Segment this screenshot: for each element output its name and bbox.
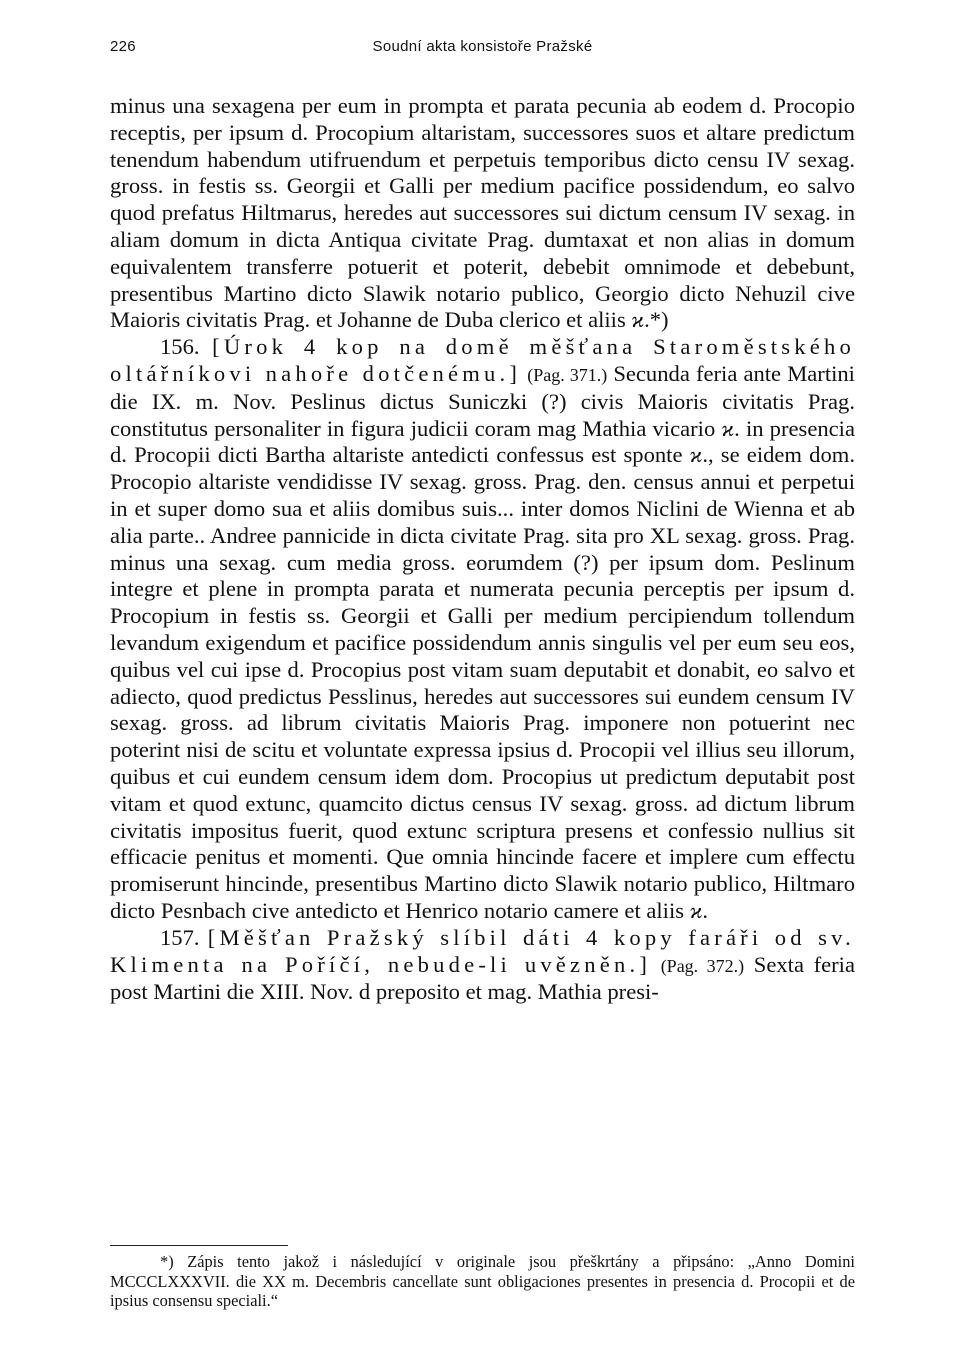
entry-heading: [Měšťan Pražský slíbil dáti 4 kopy faráři od sv. Klimenta na Poříčí, nebude-li uvězněn.] bbox=[110, 924, 855, 977]
page-number: 226 bbox=[110, 38, 136, 55]
etc-symbol: ϰ bbox=[721, 415, 735, 441]
entry-156 bbox=[110, 334, 855, 925]
entry-text: Secunda feria ante Martini die IX. m. Nov. Peslinus dictus Suniczki (?) civis Maioris civitatis Prag. constitutus personaliter in figura judicii coram mag Mathia vicario bbox=[110, 360, 855, 441]
etc-symbol: ϰ bbox=[689, 897, 703, 923]
entry-heading: [Úrok 4 kop na domě měšťana Staroměstského oltářníkovi nahoře dotčenému.] bbox=[110, 334, 855, 386]
footnote bbox=[110, 1252, 855, 1311]
entry-text: ., se eidem dom. Procopio altariste vendidisse IV sexag. gross. Prag. den. census annui et perpetui in et super domo sua et aliis domibus suis... inter domos Niclini de Wienna et ab alia parte.. Andree pannicide in dicta civitate Prag. sita pro XL sexag. gross. Prag. minus una sexag. cum media gross. eorumdem (?) per ipsum dom. Peslinum integre et plene in prompta parata et numerata pecunia perceptis per ipsum d. Procopium in festis ss. Georgii et Galli per medium percipiendum tollendum levandum exigendum et pacifice possidendum annis singulis vel per eum seu eos, quibus vel cui ipse d. Procopius post vitam suam deputabit et donabit, eo salvo et adiecto, quod predictus Pesslinus, heredes aut successores sui eundem censum IV sexag. gross. ad librum civitatis Maioris Prag. imponere non potuerint nec poterint nisi de scitu et voluntate expressa ipsius d. Procopii vel illius seu illorum, quibus et cui eundem censum idem dom. Procopius ut predictum deputabit post vitam et quod extunc, quamcito dictus census IV sexag. gross. ad dictum librum civitatis impositus fuerit, quod extunc scriptura presens et confessio nullius sit efficacie penitus et momenti. Que omnia hincinde facere et implere cum effectu promiserunt hincinde, presentibus Martino dicto Slawik notario publico, Hiltmaro dicto Pesnbach cive antedicto et Henrico notario camere et aliis bbox=[110, 442, 855, 923]
entry-157 bbox=[110, 925, 855, 1006]
continuation-paragraph bbox=[110, 93, 855, 334]
page-reference: (Pag. 372.) bbox=[660, 955, 745, 976]
entry-number: 156. bbox=[160, 334, 200, 360]
footnote-divider bbox=[110, 1245, 288, 1246]
entry-text: . bbox=[702, 897, 709, 923]
entry-text: Sexta feria post Martini die XIII. Nov. d preposito et mag. Mathia presi- bbox=[110, 951, 855, 1005]
continuation-text: minus una sexagena per eum in prompta et parata pecunia ab eodem d. Procopio receptis, per ipsum d. Procopium altaristam, successores suos et altare predictum tenendum habendum utifruendum et perpetuis temporibus dicto censu IV sexag. gross. in festis ss. Georgii et Galli per medium pacifice possidendum, eo salvo quod prefatus Hiltmarus, heredes aut successores sui dictum censum IV sexag. in aliam domum in dicta Antiqua civitate Prag. dumtaxat et non alias in domum equivalentem transferre potuerit et poterit, debebit omnimode et debebunt, presentibus Martino dicto Slawik notario publico, Georgio dicto Nehuzil cive Maioris civitatis Prag. et Johanne de Duba clerico et aliis bbox=[110, 93, 855, 333]
running-title: Soudní akta konsistoře Pražské bbox=[372, 38, 593, 55]
body-text bbox=[110, 93, 855, 1006]
footnote-marker: .*) bbox=[644, 307, 669, 333]
entry-text: . in presencia d. Procopii dicti Bartha altariste antedicti confessus est sponte bbox=[110, 415, 855, 468]
etc-symbol: ϰ bbox=[689, 442, 703, 468]
page-header bbox=[110, 38, 855, 62]
page-reference: (Pag. 371.) bbox=[527, 364, 608, 385]
etc-symbol: ϰ bbox=[631, 307, 645, 333]
footnote-text: *) Zápis tento jakož i následující v originale jsou přeškrtány a připsáno: „Anno Domini MCCCLXXXVII. die XX m. Decembris cancellate sunt obligaciones presentes in presencia d. Procopii et de ipsius consensu speciali.“ bbox=[110, 1252, 855, 1311]
entry-number: 157. bbox=[160, 924, 200, 950]
